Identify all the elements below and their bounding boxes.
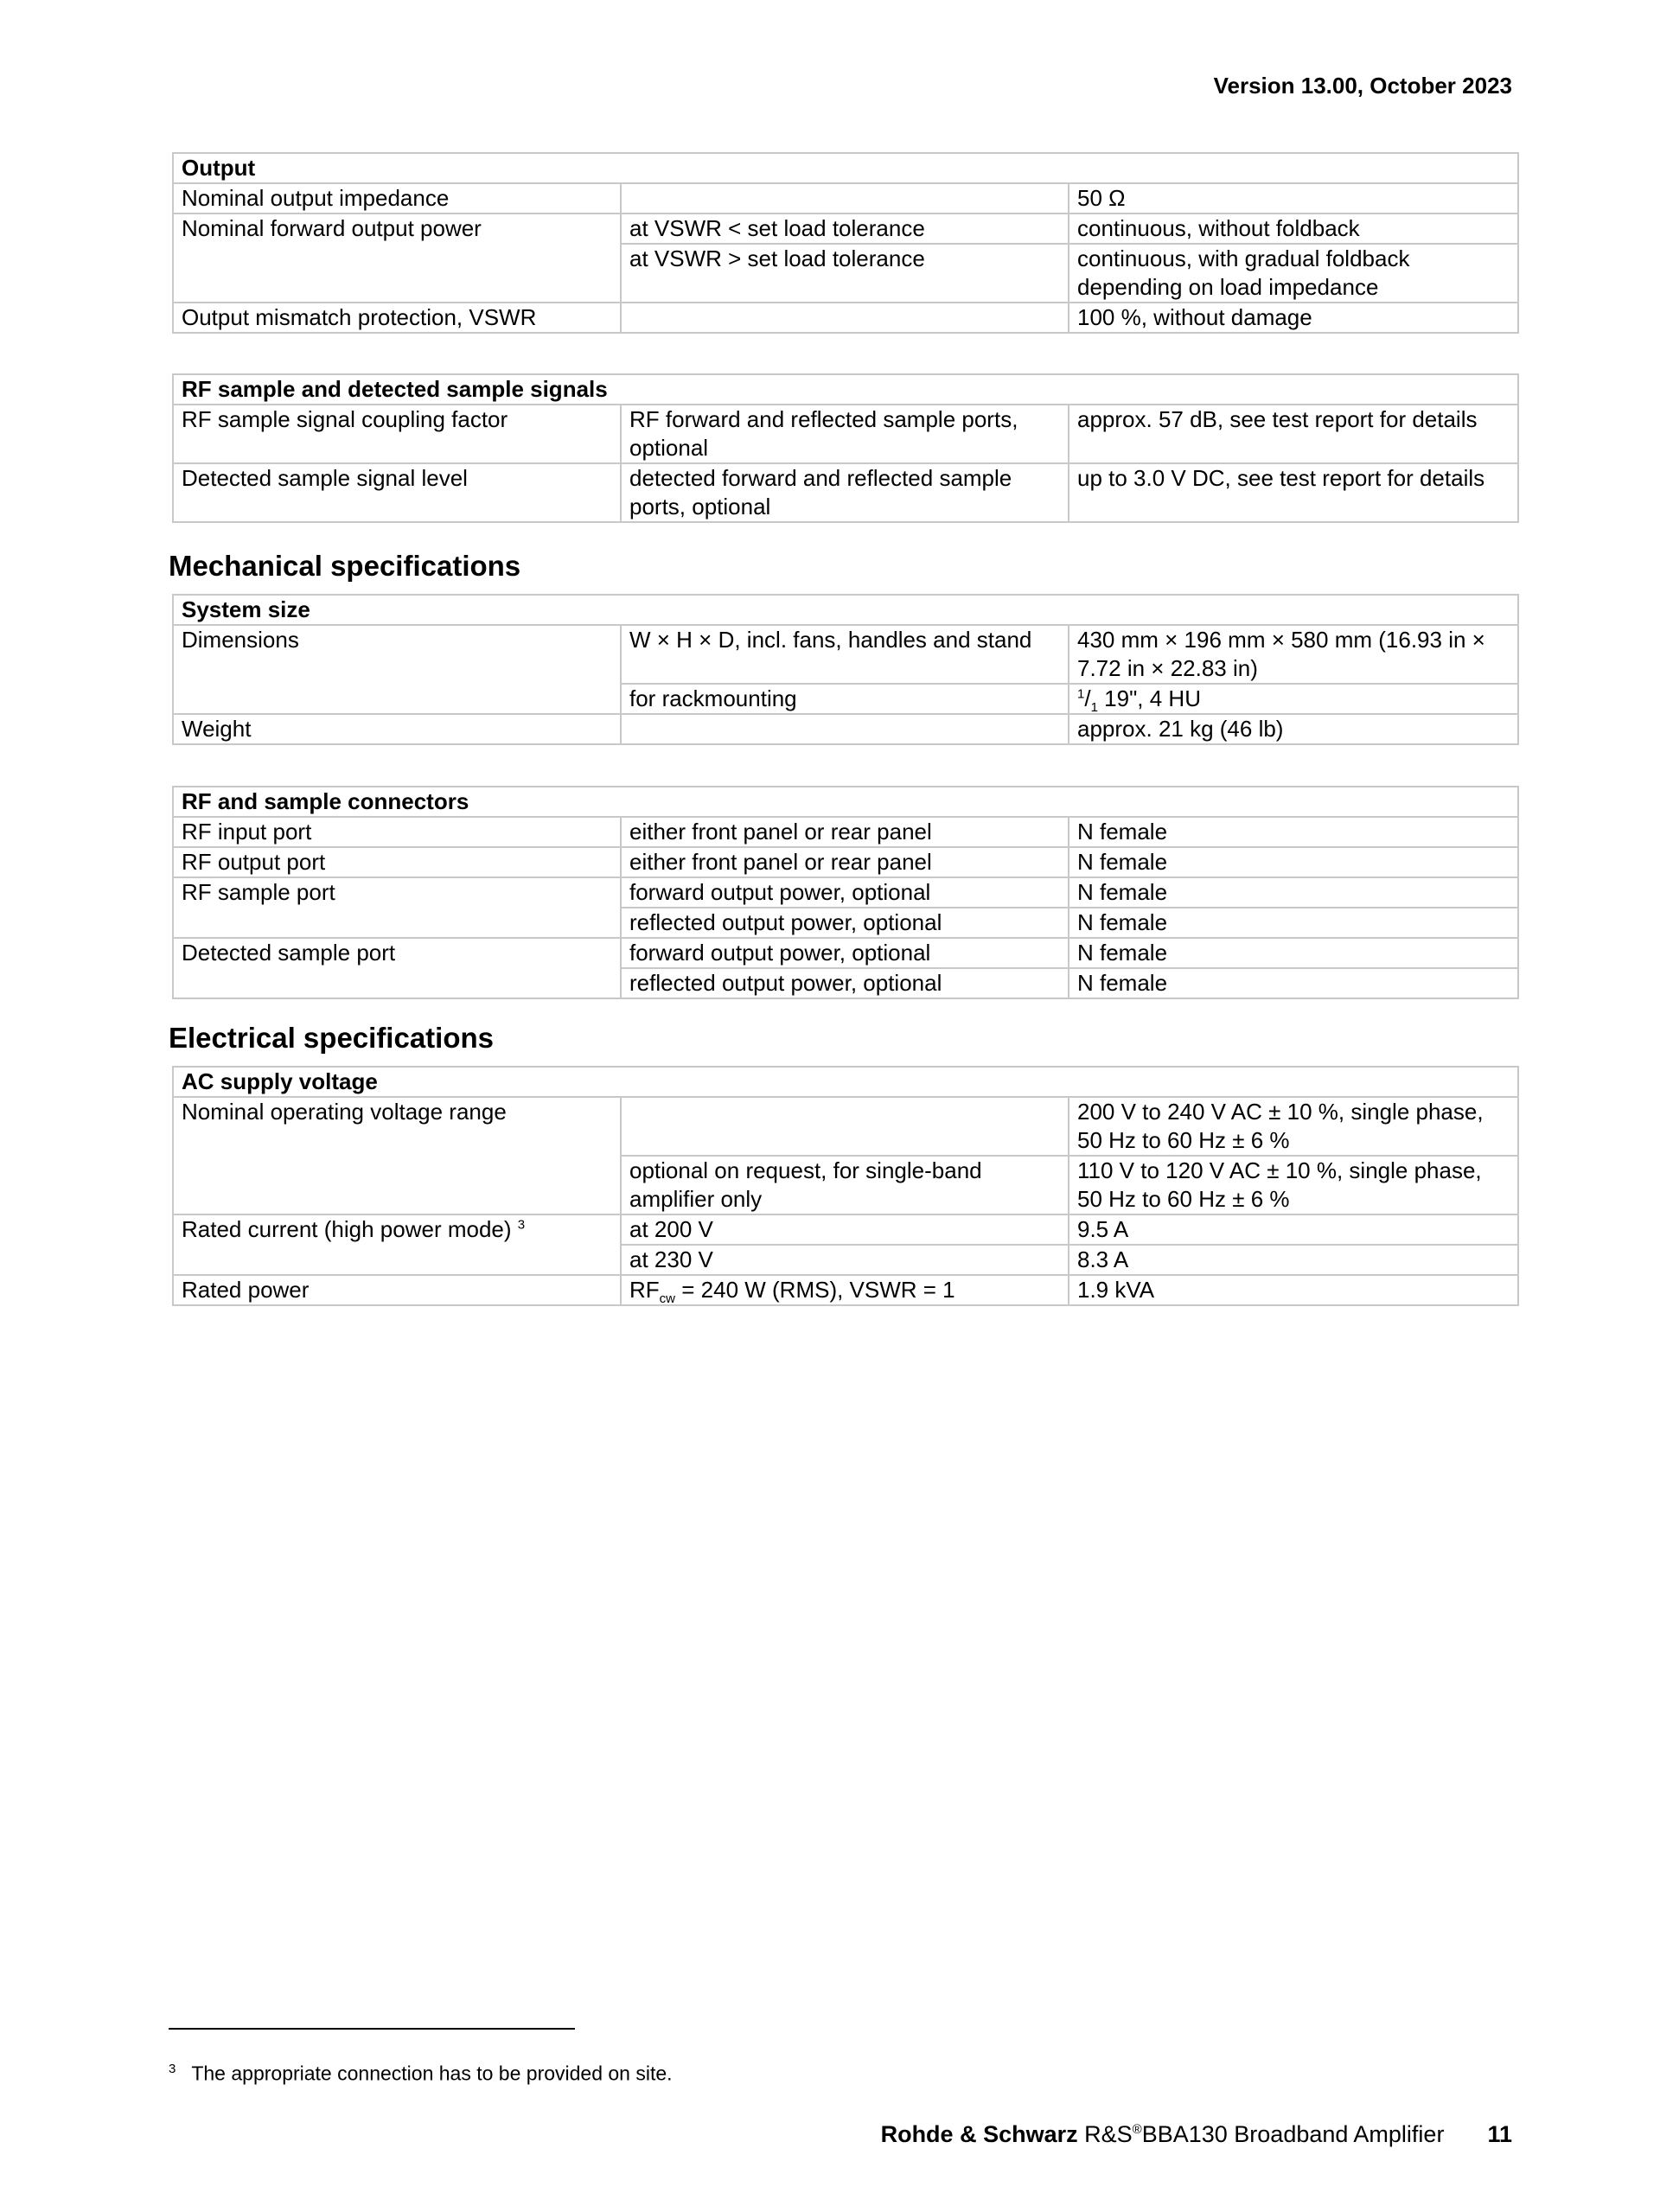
output-table: [172, 152, 1519, 334]
spec-condition: [621, 303, 1069, 333]
registered-mark: ®: [1132, 2122, 1142, 2137]
spec-value: 430 mm × 196 mm × 580 mm (16.93 in × 7.72 in × 22.83 in): [1069, 625, 1518, 684]
spec-condition: for rackmounting: [621, 684, 1069, 714]
spec-label: Output mismatch protection, VSWR: [173, 303, 621, 333]
spec-label: Weight: [173, 714, 621, 744]
spec-condition: W × H × D, incl. fans, handles and stand: [621, 625, 1069, 684]
spec-condition: [621, 183, 1069, 214]
table-title: System size: [173, 595, 1518, 625]
version-header: Version 13.00, October 2023: [1213, 73, 1512, 99]
spec-condition: at 230 V: [621, 1245, 1069, 1275]
rated-current-label: Rated current (high power mode): [182, 1216, 512, 1242]
table-row: [173, 303, 1518, 333]
mechanical-heading: Mechanical specifications: [169, 550, 521, 582]
page-number: 11: [1487, 2121, 1512, 2147]
spec-label: RF input port: [173, 817, 621, 847]
rf-sample-table: [172, 373, 1519, 523]
spec-value: N female: [1069, 877, 1518, 908]
table-title: AC supply voltage: [173, 1067, 1518, 1097]
table-row: [173, 938, 1518, 968]
spec-label: Detected sample signal level: [173, 463, 621, 522]
table-row: [173, 463, 1518, 522]
spec-value: 200 V to 240 V AC ± 10 %, single phase, 50 Hz to 60 Hz ± 6 %: [1069, 1097, 1518, 1156]
footer-brand: Rohde & Schwarz: [880, 2121, 1078, 2147]
spec-condition: either front panel or rear panel: [621, 817, 1069, 847]
table-row: [173, 405, 1518, 463]
footer-product-name: BBA130 Broadband Amplifier: [1141, 2121, 1445, 2147]
spec-value: approx. 57 dB, see test report for details: [1069, 405, 1518, 463]
spec-label: Nominal forward output power: [173, 214, 621, 303]
spec-condition: [621, 1275, 1069, 1305]
spec-value: N female: [1069, 968, 1518, 998]
connectors-table: [172, 786, 1519, 999]
spec-value: 1.9 kVA: [1069, 1275, 1518, 1305]
spec-condition: at VSWR > set load tolerance: [621, 244, 1069, 303]
spec-label: Rated power: [173, 1275, 621, 1305]
table-row: [173, 714, 1518, 744]
spec-condition: [621, 714, 1069, 744]
spec-label: Nominal output impedance: [173, 183, 621, 214]
fraction-numerator: 1: [1077, 686, 1085, 702]
spec-label: Dimensions: [173, 625, 621, 714]
spec-value: continuous, with gradual foldback depending on load impedance: [1069, 244, 1518, 303]
table-row: [173, 1214, 1518, 1245]
rated-power-condition: = 240 W (RMS), VSWR = 1: [675, 1277, 955, 1303]
spec-condition: reflected output power, optional: [621, 908, 1069, 938]
spec-value: $^1/_1$ 19", 4 HU: [1069, 684, 1518, 714]
footnote: [169, 2062, 673, 2086]
spec-condition: reflected output power, optional: [621, 968, 1069, 998]
spec-label: RF output port: [173, 847, 621, 877]
ac-supply-table: [172, 1066, 1519, 1306]
spec-condition: at 200 V: [621, 1214, 1069, 1245]
spec-value: approx. 21 kg (46 lb): [1069, 714, 1518, 744]
spec-value: 9.5 A: [1069, 1214, 1518, 1245]
table-row: [173, 817, 1518, 847]
spec-value: 8.3 A: [1069, 1245, 1518, 1275]
spec-label: Nominal operating voltage range: [173, 1097, 621, 1214]
table-title: RF sample and detected sample signals: [173, 374, 1518, 405]
spec-value: N female: [1069, 938, 1518, 968]
table-title: RF and sample connectors: [173, 787, 1518, 817]
spec-condition: detected forward and reflected sample ports, optional: [621, 463, 1069, 522]
rack-size: 19", 4 HU: [1097, 685, 1201, 711]
spec-condition: forward output power, optional: [621, 877, 1069, 908]
fraction-denominator: 1: [1090, 700, 1098, 716]
spec-value: continuous, without foldback: [1069, 214, 1518, 244]
spec-condition: RF forward and reflected sample ports, optional: [621, 405, 1069, 463]
footnote-divider: [169, 2028, 575, 2030]
spec-value: up to 3.0 V DC, see test report for details: [1069, 463, 1518, 522]
spec-label: [173, 1214, 621, 1275]
footnote-number: 3: [169, 2062, 176, 2076]
table-row: [173, 877, 1518, 908]
table-row: [173, 1275, 1518, 1305]
footnote-text: The appropriate connection has to be provided on site.: [191, 2062, 673, 2085]
spec-condition: at VSWR < set load tolerance: [621, 214, 1069, 244]
spec-label: RF sample signal coupling factor: [173, 405, 621, 463]
table-title: Output: [173, 153, 1518, 183]
spec-label: RF sample port: [173, 877, 621, 938]
footnote-ref: 3: [517, 1217, 526, 1233]
spec-condition: either front panel or rear panel: [621, 847, 1069, 877]
spec-label: Detected sample port: [173, 938, 621, 998]
rf-symbol: RF: [629, 1277, 660, 1303]
spec-value: N female: [1069, 908, 1518, 938]
electrical-heading: Electrical specifications: [169, 1022, 495, 1054]
spec-value: 110 V to 120 V AC ± 10 %, single phase, 50 Hz to 60 Hz ± 6 %: [1069, 1156, 1518, 1214]
spec-condition: forward output power, optional: [621, 938, 1069, 968]
system-size-table: [172, 594, 1519, 745]
table-row: [173, 847, 1518, 877]
footer-product: R&S: [1077, 2121, 1133, 2147]
spec-value: 50 Ω: [1069, 183, 1518, 214]
spec-value: 100 %, without damage: [1069, 303, 1518, 333]
table-row: [173, 214, 1518, 244]
page-footer: [881, 2121, 1512, 2148]
table-row: [173, 183, 1518, 214]
table-row: [173, 625, 1518, 684]
spec-value: N female: [1069, 847, 1518, 877]
spec-condition: [621, 1097, 1069, 1156]
table-row: [173, 1097, 1518, 1156]
rf-subscript: cw: [659, 1291, 676, 1307]
spec-condition: optional on request, for single-band amplifier only: [621, 1156, 1069, 1214]
spec-value: N female: [1069, 817, 1518, 847]
